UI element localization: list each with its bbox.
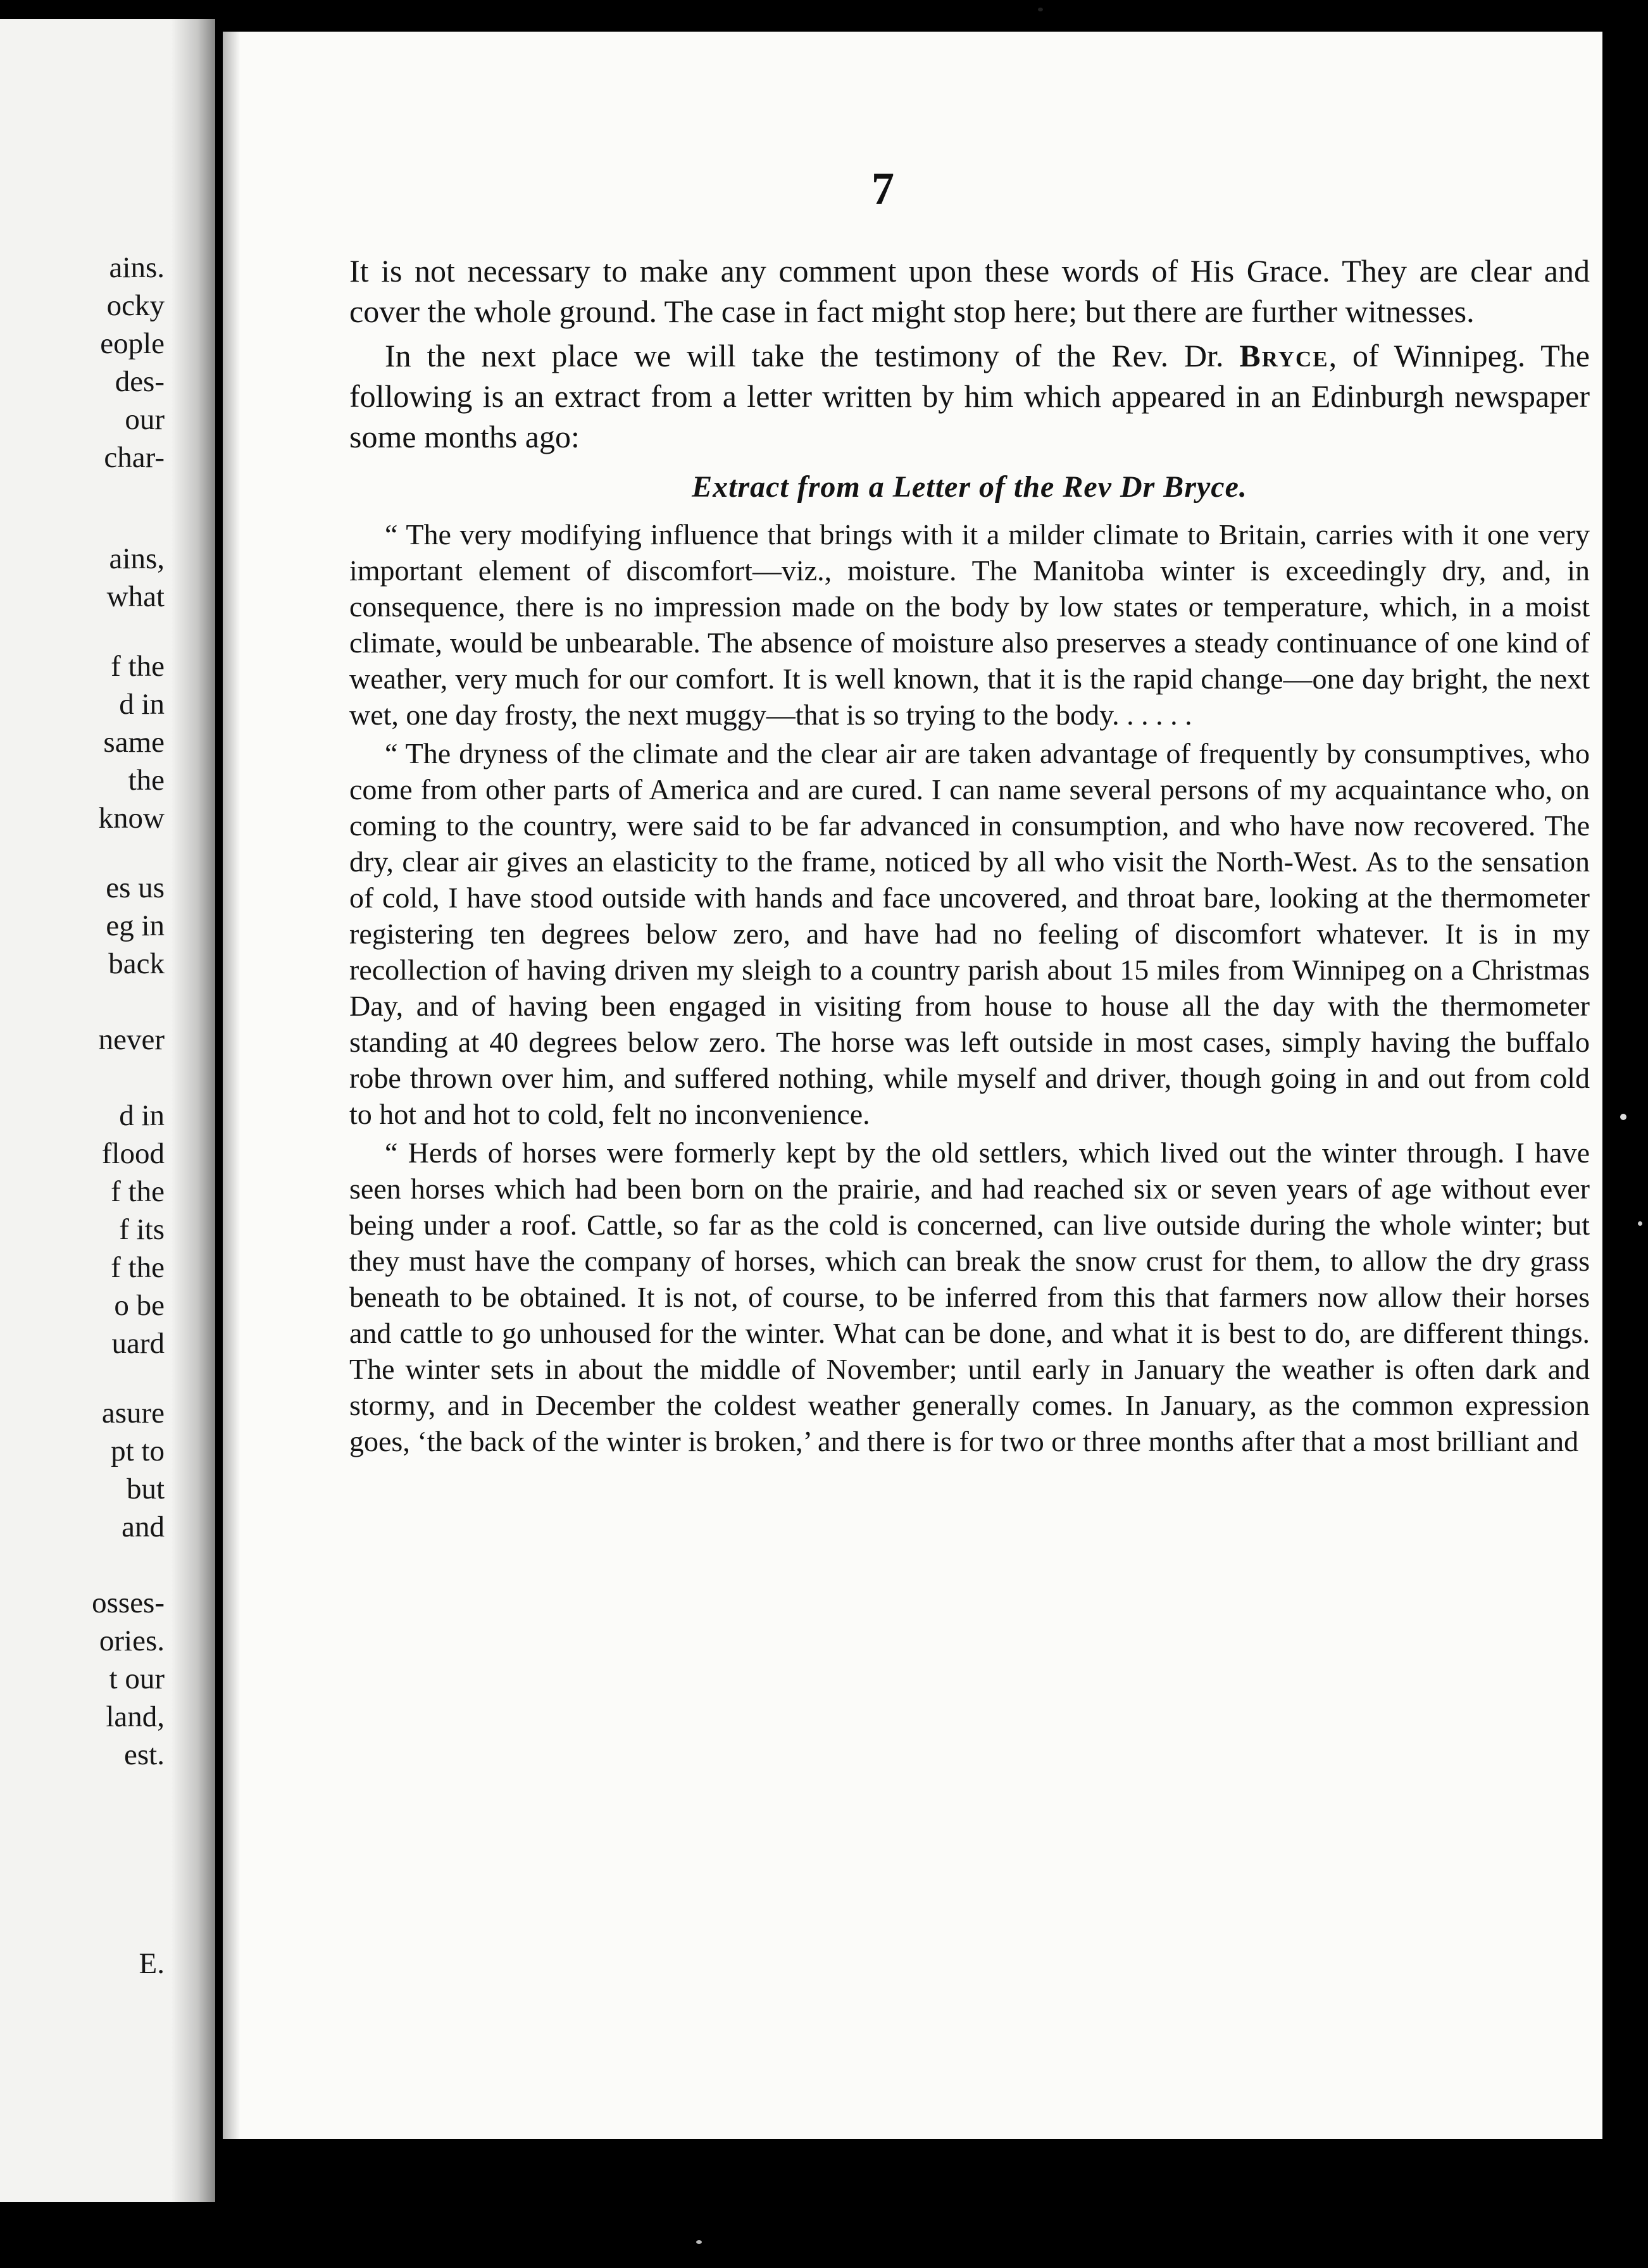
left-page-line: what <box>106 580 165 613</box>
page-body <box>349 251 1590 1459</box>
left-page-line: uard <box>111 1327 165 1360</box>
left-page-line: ains. <box>109 251 165 284</box>
left-page-line: char- <box>104 441 165 474</box>
left-page-line: and <box>122 1511 165 1543</box>
scan-speck <box>1038 8 1043 11</box>
left-page-line: back <box>108 947 165 980</box>
page-number: 7 <box>871 163 894 214</box>
intro-paragraph: It is not necessary to make any comment upon these words of His Grace. They are clear and cover the whole ground. The case in fact might stop here; but there are further witnesses. <box>349 253 1590 329</box>
scan-speck <box>1638 1221 1642 1226</box>
testimony-text-end: , of Winnipeg. The following is an extract from a letter written by him which appeared in an Edinburgh newspaper some months ago: <box>349 338 1590 454</box>
quote-paragraph-3: “ Herds of horses were formerly kept by the old settlers, which lived out the winter through. I have seen horses which had been born on the prairie, and had reached six or seven years of age without ever being under a roof. Cattle, so far as the cold is concerned, can live outside during the whole winter; but they must have the company of horses, which can break the snow crust for them, to allow the dry grass beneath to be obtained. It is not, of course, to be inferred from this that farmers now allow their horses and cattle to go unhoused for the winter. What can be done, and what it is best to do, are different things. The winter sets in about the middle of November; until early in January the weather is often dark and stormy, and in December the coldest weather generally comes. In January, as the common expression goes, ‘the back of the winter is broken,’ and there is for two or three months after that a most brilliant and <box>349 1137 1590 1457</box>
left-page-line: d in <box>119 1099 165 1132</box>
left-page-line: es us <box>106 871 165 904</box>
left-page-line: ocky <box>106 289 165 322</box>
left-page-line: flood <box>101 1137 165 1170</box>
left-page-fragment <box>0 19 215 2202</box>
left-page-line: eg in <box>106 909 165 942</box>
left-page-line: osses- <box>92 1586 165 1619</box>
left-page-line: E. <box>139 1947 165 1980</box>
left-page-line: know <box>98 802 165 835</box>
left-page-line: t our <box>109 1662 165 1695</box>
author-name: Bryce <box>1239 338 1329 373</box>
left-page-line: eople <box>100 327 165 360</box>
testimony-paragraph <box>349 335 1590 457</box>
gutter-shadow <box>171 19 215 2202</box>
left-page-line: same <box>103 726 165 759</box>
page-edge-shadow <box>223 32 240 2139</box>
quote-paragraph-2: “ The dryness of the climate and the clear air are taken advantage of frequently by consumptives, who come from other parts of America and are cured. I can name several persons of my acquaintance who, on coming to the country, were said to be far advanced in consumption, and who have now recovered. The dry, clear air gives an elasticity to the frame, noticed by all who visit the North-West. As to the sensation of cold, I have stood outside with hands and face uncovered, and throat bare, looking at the thermometer registering ten degrees below zero, and have had no feeling of discomfort whatever. It is in my recollection of having driven my sleigh to a country parish about 15 miles from Winnipeg on a Christmas Day, and of having been engaged in visiting from house to house all the day with the thermometer standing at 40 degrees below zero. The horse was left outside in most cases, simply having the buffalo robe thrown over him, and suffered nothing, while myself and driver, though going in and out from cold to hot and hot to cold, felt no inconvenience. <box>349 737 1590 1130</box>
extract-heading: Extract from a Letter of the Rev Dr Bryce. <box>692 470 1247 504</box>
left-page-line: asure <box>101 1397 165 1430</box>
left-page-line: est. <box>124 1738 165 1771</box>
left-page-line: f its <box>119 1213 165 1246</box>
left-page-line: o be <box>114 1289 165 1322</box>
quote-paragraph-1: “ The very modifying influence that brings with it a milder climate to Britain, carries with it one very important element of discomfort—viz., moisture. The Manitoba winter is exceedingly dry, and, in consequence, there is no impression made on the body by low states or temperature, which, in a moist climate, would be unbearable. The absence of moisture also preserves a steady continuance of one kind of weather, very much for our comfort. It is well known, that it is the rapid change—one day bright, the next wet, one day frosty, the next muggy—that is so trying to the body. . . . . . <box>349 518 1590 731</box>
left-page-line: f the <box>111 650 165 683</box>
left-page-line: d in <box>119 688 165 721</box>
testimony-text-start: In the next place we will take the testimony of the Rev. Dr. <box>385 338 1240 373</box>
scan-speck <box>696 2240 702 2244</box>
left-page-line: but <box>126 1473 165 1505</box>
left-page-line: our <box>125 403 165 436</box>
scan-speck <box>1620 1114 1626 1120</box>
left-page-line: f the <box>111 1175 165 1208</box>
left-page-line: f the <box>111 1251 165 1284</box>
left-page-line: ories. <box>99 1624 165 1657</box>
left-page-line: land, <box>106 1700 165 1733</box>
left-page-line: never <box>98 1023 165 1056</box>
left-page-line: ains, <box>109 542 165 575</box>
left-page-line: des- <box>115 365 165 398</box>
left-page-line: pt to <box>111 1435 165 1467</box>
left-page-line: the <box>128 764 165 797</box>
book-page <box>223 32 1602 2139</box>
